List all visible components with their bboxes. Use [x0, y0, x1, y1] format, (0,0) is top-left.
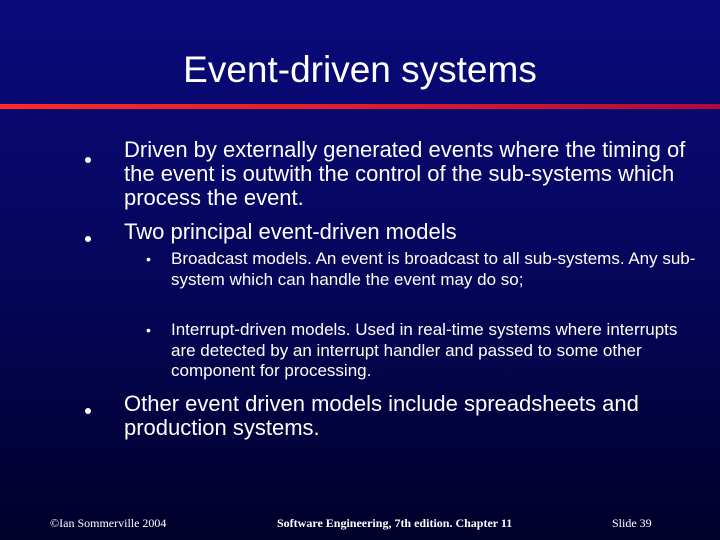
sub-bullet-marker-2: • — [146, 322, 151, 338]
bullet-marker-1 — [85, 157, 91, 163]
bullet-text-1: Driven by externally generated events where the timing of the event is outwith the control of the sub-systems which process the event. — [124, 137, 686, 210]
slide-title: Event-driven systems — [183, 49, 537, 90]
sub-bullet-text-1: Broadcast models. An event is broadcast to all sub-systems. Any sub-system which can handle the event may do so; — [171, 249, 696, 289]
sub-bullet-text-2: Interrupt-driven models. Used in real-time systems where interrupts are detected by an interrupt handler and passed to some other component for processing. — [171, 320, 678, 380]
bullet-marker-3 — [85, 408, 91, 414]
bullet-text-3: Other event driven models include spreadsheets and production systems. — [124, 391, 639, 440]
footer-copyright: ©Ian Sommerville 2004 — [50, 516, 167, 530]
sub-bullet-marker-1: • — [146, 251, 151, 267]
footer-slide-number: Slide 39 — [612, 516, 652, 530]
title-divider — [0, 104, 720, 109]
bullet-marker-2 — [85, 236, 91, 242]
bullet-text-2: Two principal event-driven models — [124, 219, 457, 244]
footer-book-title: Software Engineering, 7th edition. Chapter 11 — [277, 516, 513, 530]
